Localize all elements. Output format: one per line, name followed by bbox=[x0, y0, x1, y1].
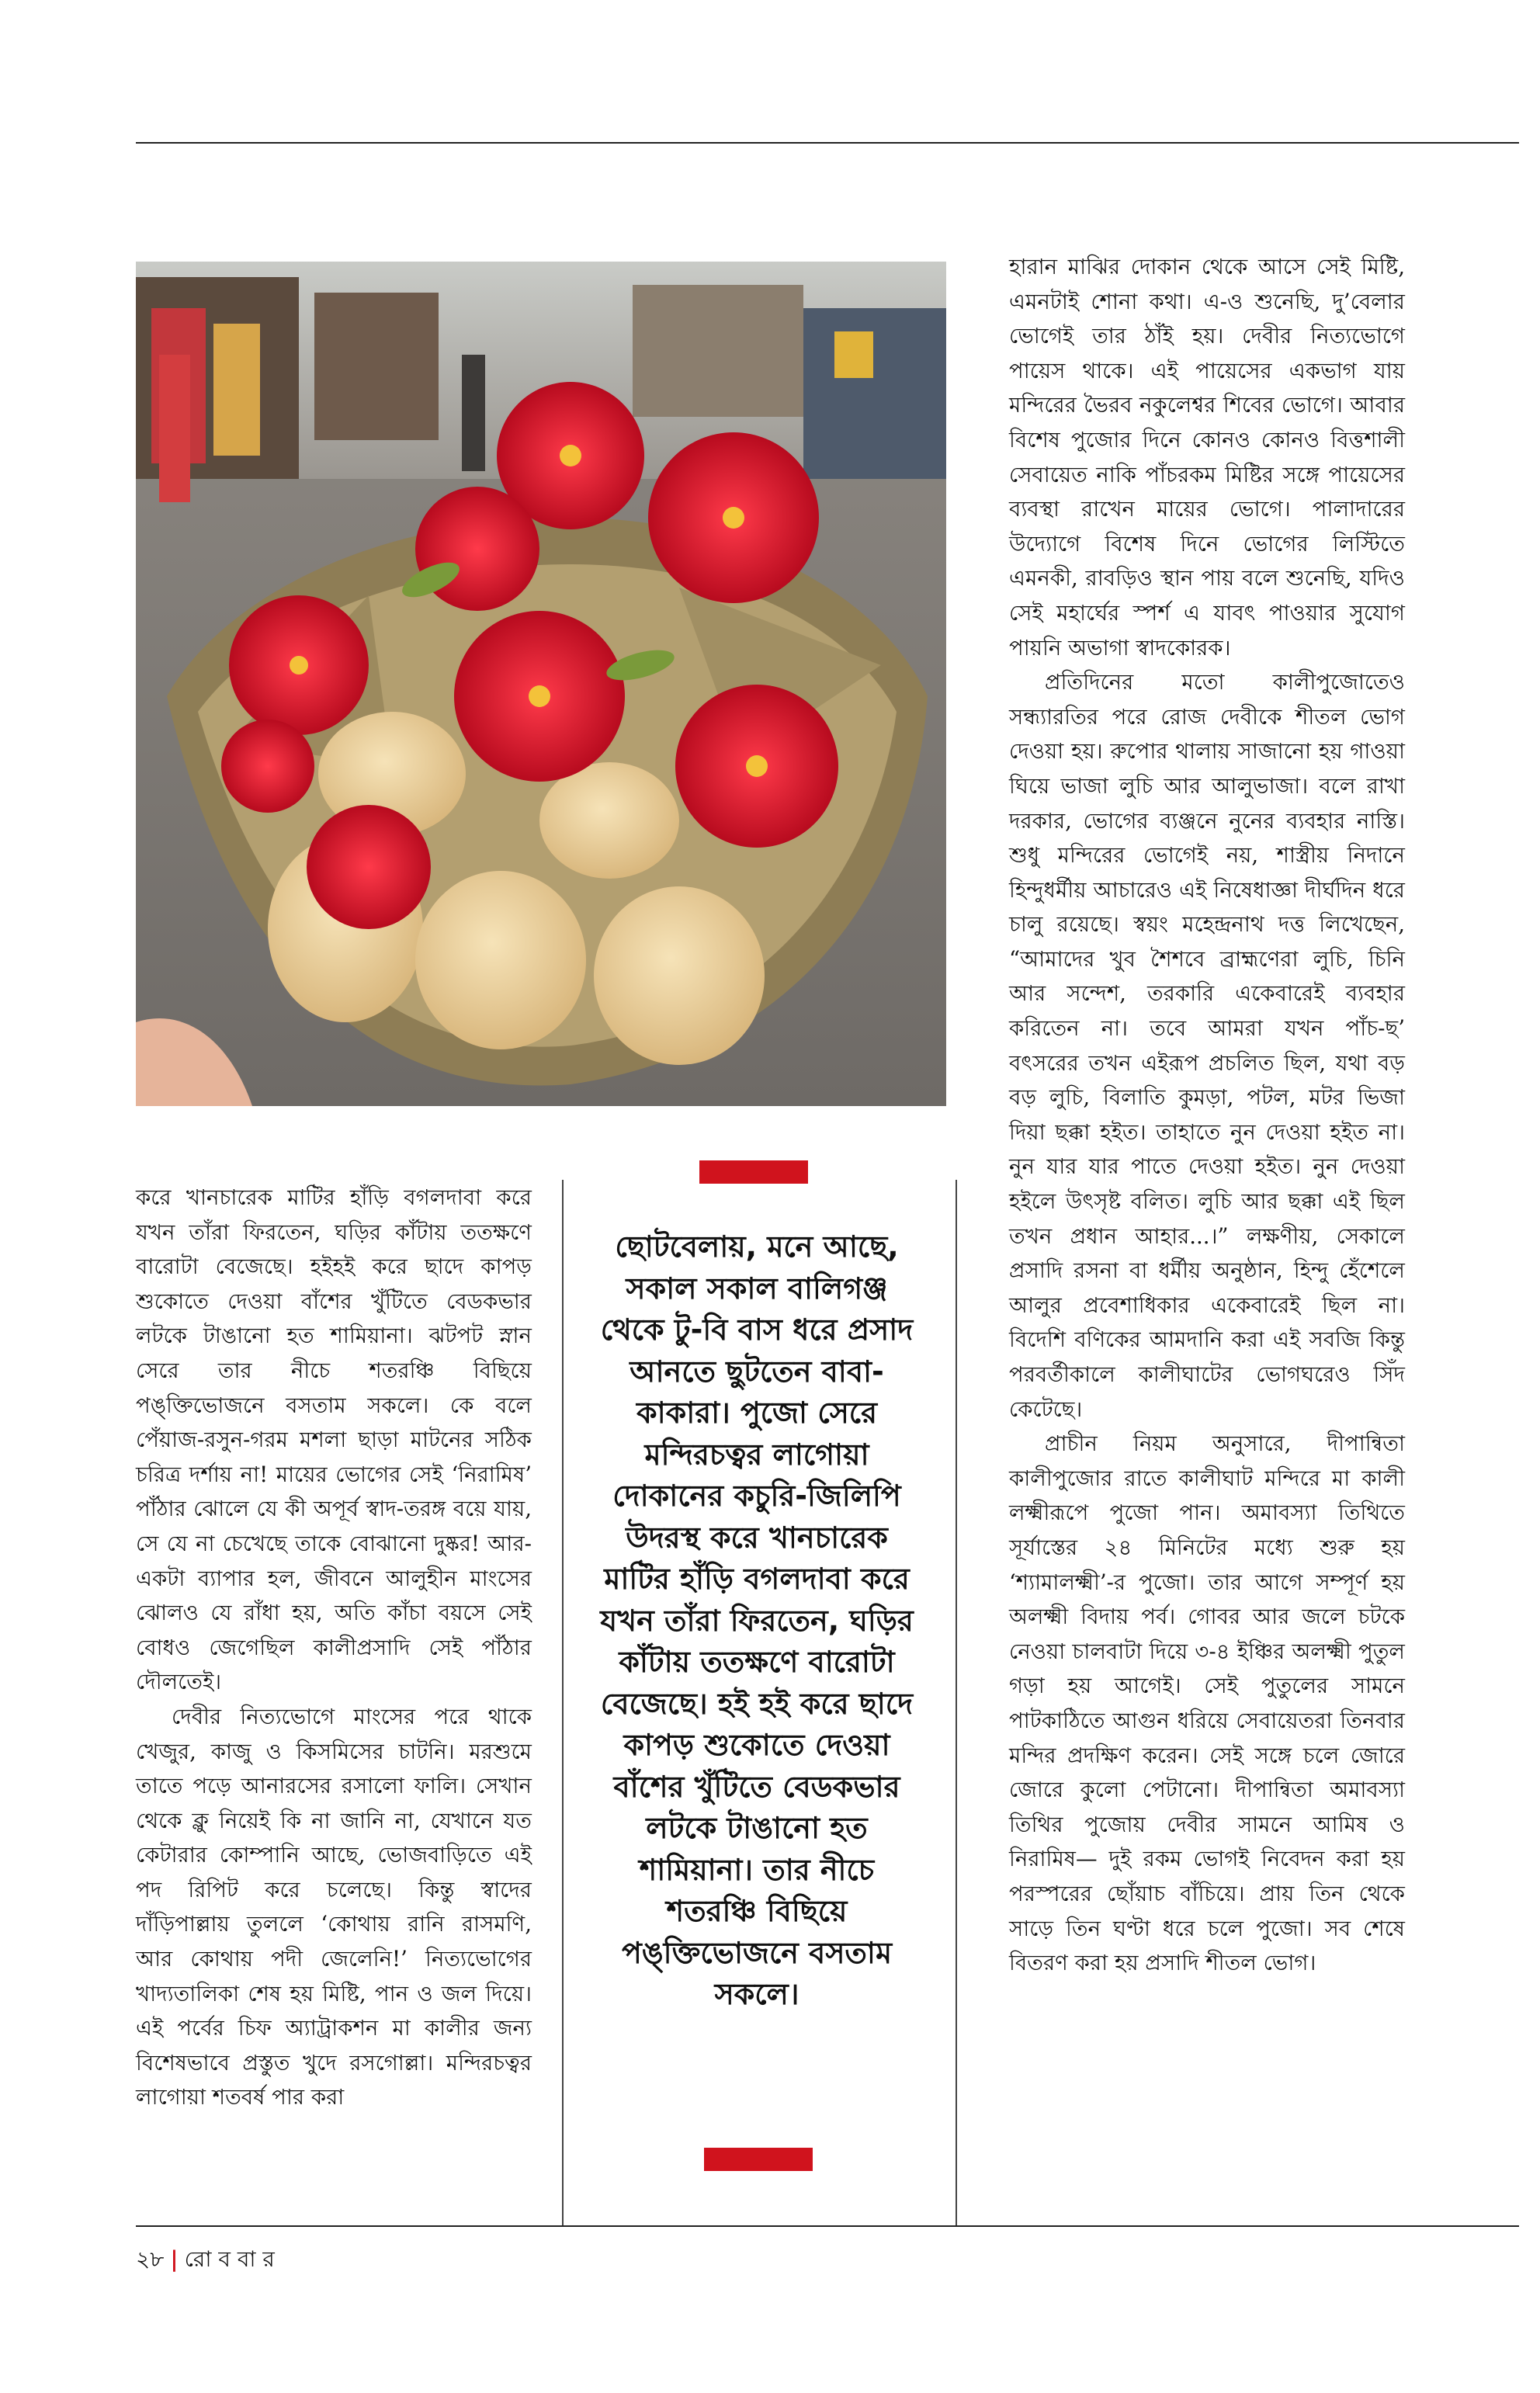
article-paragraph: প্রাচীন নিয়ম অনুসারে, দীপান্বিতা কালীপুজোর রাতে কালীঘাট মন্দিরে মা কালী লক্ষ্মীরূপে পুজো পান। অমাবস্যা তিথিতে সূর্যাস্তের ২৪ মিনিটের মধ্যে শুরু হয় ‘শ্যামালক্ষ্মী’-র পুজো। তার আগে সম্পূর্ণ হয় অলক্ষ্মী বিদায় পর্ব। গোবর আর জলে চটকে নেওয়া চালবাটা দিয়ে ৩-৪ ইঞ্চির অলক্ষ্মী পুতুল গড়া হয় আগেই। সেই পুতুলের সামনে পাটকাঠিতে আগুন ধরিয়ে সেবায়েতরা তিনবার মন্দির প্রদক্ষিণ করেন। সেই সঙ্গে চলে জোরে জোরে কুলো পেটানো। দীপান্বিতা অমাবস্যা তিথির পুজোয় দেবীর সামনে আমিষ ও নিরামিষ— দুই রকম ভোগই নিবেদন করা হয় পরস্পরের ছোঁয়াচ বাঁচিয়ে। প্রায় তিন থেকে সাড়ে তিন ঘণ্টা ধরে চলে পুজো। সব শেষে বিতরণ করা হয় প্রসাদি শীতল ভোগ। bbox=[1009, 1431, 1405, 1976]
column-divider-left bbox=[562, 1180, 564, 2225]
article-paragraph: হারান মাঝির দোকান থেকে আসে সেই মিষ্টি, এমনটাই শোনা কথা। এ-ও শুনেছি, দু’বেলার ভোগেই তার ঠাঁই হয়। দেবীর নিত্যভোগে পায়েস থাকে। এই পায়েসের একভাগ যায় মন্দিরের ভৈরব নকুলেশ্বর শিবের ভোগে। আবার বিশেষ পুজোর দিনে কোনও কোনও বিত্তশালী সেবায়েত নাকি পাঁচরকম মিষ্টির সঙ্গে পায়েসের ব্যবস্থা রাখেন মায়ের ভোগে। পালাদারের উদ্যোগে বিশেষ দিনে ভোগের লিস্টিতে এমনকী, রাবড়িও স্থান পায় বলে শুনেছি, যদিও সেই মহার্ঘের স্পর্শ এ যাবৎ পাওয়ার সুযোগ পায়নি অভাগা স্বাদকোরক। bbox=[1009, 254, 1405, 661]
article-paragraph: করে খানচারেক মাটির হাঁড়ি বগলদাবা করে যখন তাঁরা ফিরতেন, ঘড়ির কাঁটায় ততক্ষণে বারোটা বেজেছে। হইহই করে ছাদে কাপড় শুকোতে দেওয়া বাঁশের খুঁটিতে বেডকভার লটকে টাঙানো হত শামিয়ানা। ঝটপট স্নান সেরে তার নীচে শতরঞ্চি বিছিয়ে পঙ্‌ক্তিভোজনে বসতাম সকলে। কে বলে পেঁয়াজ-রসুন-গরম মশলা ছাড়া মাটনের সঠিক চরিত্র দর্শায় না! মায়ের ভোগের সেই ‘নিরামিষ’ পাঁঠার ঝোলে যে কী অপূর্ব স্বাদ-তরঙ্গ বয়ে যায়, সে যে না চেখেছে তাকে বোঝানো দুষ্কর! আর-একটা ব্যাপার হল, জীবনে আলুহীন মাংসের ঝোলও যে রাঁধা হয়, অতি কাঁচা বয়সে সেই বোধও জেগেছিল কালীপ্রসাদি সেই পাঁঠার দৌলতেই। bbox=[136, 1184, 532, 1695]
article-paragraph: দেবীর নিত্যভোগে মাংসের পরে থাকে খেজুর, কাজু ও কিসমিসের চাটনি। মরশুমে তাতে পড়ে আনারসের রসালো ফালি। সেখান থেকে ক্লু নিয়েই কি না জানি না, যেখানে যত কেটারার কোম্পানি আছে, ভোজবাড়িতে এই পদ রিপিট করে চলেছে। কিন্তু স্বাদের দাঁড়িপাল্লায় তুললে ‘কোথায় রানি রাসমণি, আর কোথায় পদী জেলেনি!’ নিত্যভোগের খাদ্যতালিকা শেষ হয় মিষ্টি, পান ও জল দিয়ে। এই পর্বের চিফ অ্যাট্রাকশন মা কালীর জন্য বিশেষভাবে প্রস্তুত খুদে রসগোল্লা। মন্দিরচত্বর লাগোয়া শতবর্ষ পার করা bbox=[136, 1703, 532, 2110]
folio-separator: | bbox=[170, 2246, 179, 2272]
article-paragraph: প্রতিদিনের মতো কালীপুজোতেও সন্ধ্যারতির পরে রোজ দেবীকে শীতল ভোগ দেওয়া হয়। রুপোর থালায় সাজানো হয় গাওয়া ঘিয়ে ভাজা লুচি আর আলুভাজা। বলে রাখা দরকার, ভোগের ব্যঞ্জনে নুনের ব্যবহার নাস্তি। শুধু মন্দিরের ভোগেই নয়, শাস্ত্রীয় নিদানে হিন্দুধর্মীয় আচারেও এই নিষেধাজ্ঞা দীর্ঘদিন ধরে চালু রয়েছে। স্বয়ং মহেন্দ্রনাথ দত্ত লিখেছেন, “আমাদের খুব শৈশবে ব্রাহ্মণেরা লুচি, চিনি আর সন্দেশ, তরকারি একেবারেই ব্যবহার করিতেন না। তবে আমরা যখন পাঁচ-ছ’ বৎসরের তখন এইরূপ প্রচলিত ছিল, যথা বড় বড় লুচি, বিলাতি কুমড়া, পটল, মটর ভিজা দিয়া ছক্কা হইত। তাহাতে নুন দেওয়া হইত না। নুন যার যার পাতে দেওয়া হইত। নুন দেওয়া হইলে উৎসৃষ্ট বলিত। লুচি আর ছক্কা এই ছিল তখন প্রধান আহার...।” লক্ষণীয়, সেকালে প্রসাদি রসনা বা ধর্মীয় অনুষ্ঠান, হিন্দু হেঁশেলে আলুর প্রবেশাধিকার একেবারেই ছিল না। বিদেশি বণিকের আমদানি করা এই সবজি কিন্তু পরবর্তীকালে কালীঘাটের ভোগঘরেও সিঁদ কেটেছে। bbox=[1009, 669, 1405, 1422]
magazine-name: রো ব বা র bbox=[184, 2246, 275, 2272]
column-divider-right bbox=[956, 1180, 957, 2225]
photo-prasad-leaf-bowl bbox=[136, 262, 946, 1106]
pull-quote-bar-bottom bbox=[704, 2148, 813, 2171]
pull-quote-bar-top bbox=[699, 1160, 808, 1184]
photo-icon bbox=[136, 262, 946, 1106]
pull-quote: ছোটবেলায়, মনে আছে, সকাল সকাল বালিগঞ্জ থেকে টু-বি বাস ধরে প্রসাদ আনতে ছুটতেন বাবা-কাকারা। পুজো সেরে মন্দিরচত্বর লাগোয়া দোকানের কচুরি-জিলিপি উদরস্থ করে খানচারেক মাটির হাঁড়ি বগলদাবা করে যখন তাঁরা ফিরতেন, ঘড়ির কাঁটায় ততক্ষণে বারোটা বেজেছে। হই হই করে ছাদে কাপড় শুকোতে দেওয়া বাঁশের খুঁটিতে বেডকভার লটকে টাঙানো হত শামিয়ানা। তার নীচে শতরঞ্চি বিছিয়ে পঙ্‌ক্তিভোজনে বসতাম সকলে। bbox=[600, 1229, 914, 2011]
page-folio bbox=[136, 2246, 275, 2273]
page-number: ২৮ bbox=[136, 2246, 165, 2272]
article-column-right bbox=[1009, 250, 1405, 1981]
bottom-rule bbox=[136, 2225, 1519, 2227]
top-rule bbox=[136, 142, 1519, 144]
article-column-left bbox=[136, 1181, 532, 2115]
